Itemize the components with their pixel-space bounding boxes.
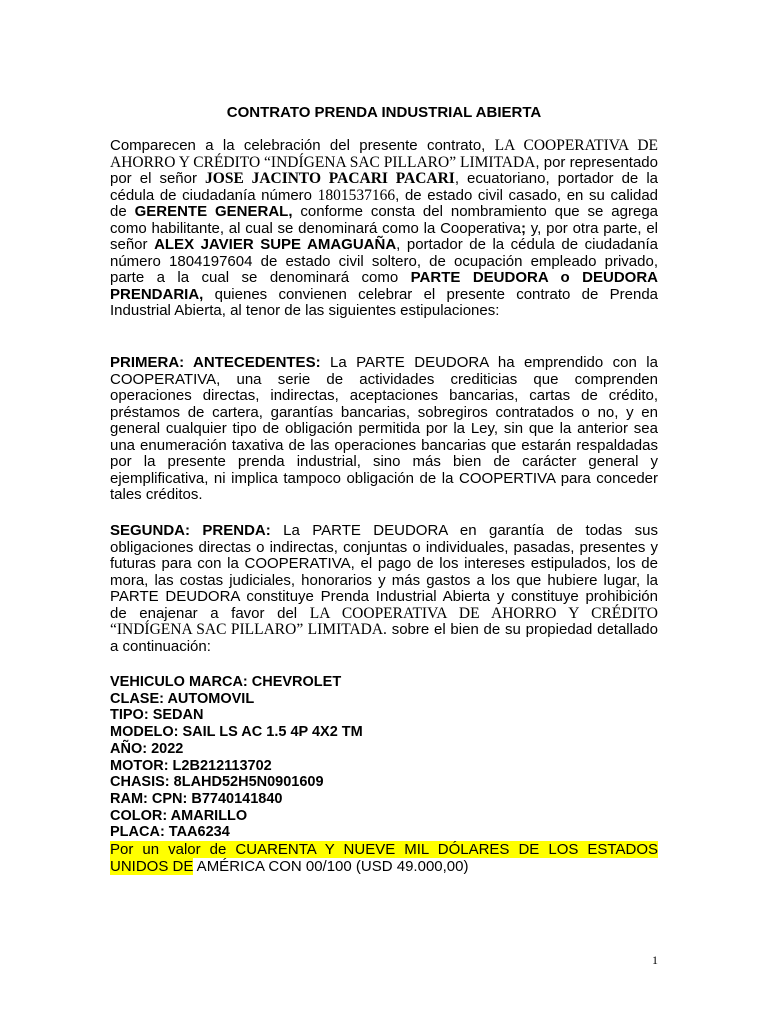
text-run: , ecuatoriano, portador de la cédula de ciudadanía número (110, 170, 658, 204)
clause-text: sobre el bien de su propiedad detallado a continuación: (110, 621, 658, 655)
manager-name: JOSE JACINTO PACARI PACARI (205, 170, 455, 187)
vehicle-type: TIPO: SEDAN (110, 707, 204, 724)
cooperative-name: LA COOPERATIVA DE AHORRO Y CRÉDITO “INDÍGENA SAC PILLARO” LIMITADA. (110, 604, 658, 638)
debtor-name: ALEX JAVIER SUPE AMAGUAÑA (154, 236, 397, 253)
text-run: , de estado civil casado, en su calidad de (110, 186, 659, 220)
comparecencia-paragraph (110, 138, 658, 320)
text-run: quienes convienen celebrar el presente contrato de Prenda Industrial Abierta, al tenor de las siguientes estipulaciones: (110, 285, 658, 319)
manager-role: GERENTE GENERAL, (134, 203, 293, 220)
manager-id-number: 1801537166 (317, 186, 396, 204)
vehicle-plate: PLACA: TAA6234 (110, 824, 230, 841)
vehicle-color: COLOR: AMARILLO (110, 807, 248, 824)
cooperative-name: LA COOPERATIVA DE AHORRO Y CRÉDITO “INDÍGENA SAC PILLARO” LIMITADA (110, 137, 658, 171)
clause-text: La PARTE DEUDORA ha emprendido con la COOPERATIVA, una serie de actividades crediticias que comprenden operaciones directas, indirectas, aceptaciones bancarias, cartas de crédito, préstamos de cartera, garantías bancarias, sobregiros contratados o no, y en general cualquier tipo de obligación permitida por la Ley, sin que la anterior sea una enumeración taxativa de las operaciones bancarias que estarán respaldadas por la presente prenda industrial, sino más bien de carácter general y ejemplificativa, ni implica tampoco obligación de la COOPERTIVA para conceder tales créditos. (110, 354, 658, 503)
value-line-2 (110, 859, 658, 876)
clause-heading: SEGUNDA: PRENDA: (110, 522, 271, 539)
clause-primera (110, 355, 658, 504)
highlighted-text: Por un valor de CUARENTA Y NUEVE MIL DÓLARES DE LOS ESTADOS (110, 841, 658, 858)
semicolon: ; (520, 219, 526, 237)
vehicle-brand: VEHICULO MARCA: CHEVROLET (110, 674, 342, 690)
document-title: CONTRATO PRENDA INDUSTRIAL ABIERTA (226, 104, 542, 121)
vehicle-year: AÑO: 2022 (110, 740, 184, 757)
debtor-party-label: PARTE DEUDORA o DEUDORA PRENDARIA, (110, 269, 658, 303)
vehicle-ram: RAM: CPN: B7740141840 (110, 790, 283, 807)
vehicle-engine: MOTOR: L2B212113702 (110, 757, 272, 774)
clause-segunda (110, 523, 658, 655)
text-run: Comparecen a la celebración del presente contrato, (110, 137, 495, 154)
vehicle-chassis: CHASIS: 8LAHD52H5N0901609 (110, 774, 324, 791)
text-run: y, por otra parte, el señor (110, 219, 659, 253)
value-line-1 (110, 842, 658, 859)
clause-text: La PARTE DEUDORA en garantía de todas sus obligaciones directas o indirectas, conjuntas o individuales, pasadas, presentes y futuras para con la COOPERATIVA, el pago de los intereses estipulados, los de mora, las costas judiciales, honorarios y más gastos a los que hubiere lugar, la PARTE DEUDORA constituye Prenda Industrial Abierta y constituye prohibición de enajenar a favor del (110, 522, 658, 622)
value-statement (110, 842, 658, 875)
text-run: , portador de la cédula de ciudadanía número 1804197604 de estado civil soltero, de ocupación empleado privado, parte a la cual se denominará como (110, 236, 659, 286)
highlighted-text: UNIDOS DE (110, 857, 194, 875)
vehicle-model: MODELO: SAIL LS AC 1.5 4P 4X2 TM (110, 724, 363, 741)
text-run: conforme consta del nombramiento que se agrega como habilitante, al cual se denominará como la Cooperativa (110, 203, 658, 237)
page-number: 1 (652, 953, 658, 967)
text-run: , por representado por el señor (110, 153, 658, 187)
vehicle-details (110, 674, 658, 841)
clause-heading: PRIMERA: ANTECEDENTES: (110, 354, 321, 371)
vehicle-class: CLASE: AUTOMOVIL (110, 690, 255, 707)
value-amount-text: AMÉRICA CON 00/100 (USD 49.000,00) (193, 857, 469, 875)
